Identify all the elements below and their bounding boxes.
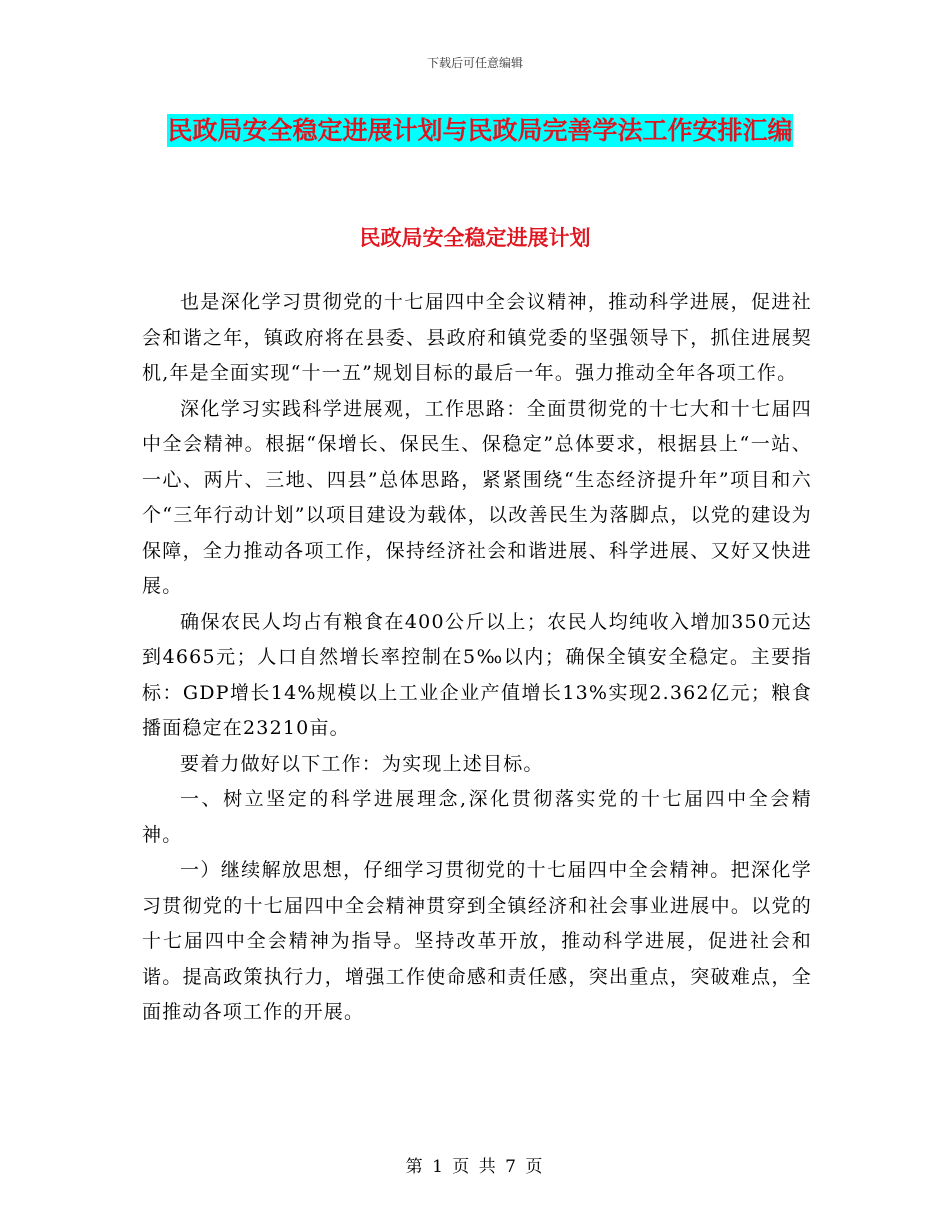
main-title-text: 民政局安全稳定进展计划与民政局完善学法工作安排汇编: [167, 116, 793, 145]
section-title: 民政局安全稳定进展计划: [359, 226, 591, 250]
paragraph: 也是深化学习贯彻党的十七届四中全会议精神，推动科学进展，促进社会和谐之年，镇政府将在县委、县政府和镇党委的坚强领导下，抓住进展契机,年是全面实现“十一五”规划目标的最后一年。强力推动全年各项工作。: [142, 291, 812, 384]
header-note: 下载后可任意编辑: [426, 56, 523, 70]
paragraph: 深化学习实践科学进展观，工作思路：全面贯彻党的十七大和十七届四中全会精神。根据“保增长、保民生、保稳定”总体要求，根据县上“一站、一心、两片、三地、四县”总体思路，紧紧围绕“生态经济提升年”项目和六个“三年行动计划”以项目建设为载体，以改善民生为落脚点，以党的建设为保障，全力推动各项工作，保持经济社会和谐进展、科学进展、又好又快进展。: [142, 397, 812, 597]
paragraph: 确保农民人均占有粮食在400公斤以上；农民人均纯收入增加350元达到4665元；人口自然增长率控制在5‰以内；确保全镇安全稳定。主要指标：GDP增长14%规模以上工业企业产值增长13%实现2.362亿元；粮食播面稳定在23210亩。: [142, 610, 812, 739]
page-footer: 第 1 页 共 7 页: [405, 1157, 545, 1177]
body-text: [142, 285, 812, 1031]
paragraph: 一）继续解放思想，仔细学习贯彻党的十七届四中全会精神。把深化学习贯彻党的十七届四中全会精神贯穿到全镇经济和社会事业进展中。以党的十七届四中全会精神为指导。坚持改革开放，推动科学进展，促进社会和谐。提高政策执行力，增强工作使命感和责任感，突出重点，突破难点，全面推动各项工作的开展。: [142, 859, 812, 1023]
paragraph: 一、树立坚定的科学进展理念,深化贯彻落实党的十七届四中全会精神。: [142, 788, 812, 846]
paragraph: 要着力做好以下工作：为实现上述目标。: [180, 752, 544, 775]
main-title: [150, 108, 810, 154]
